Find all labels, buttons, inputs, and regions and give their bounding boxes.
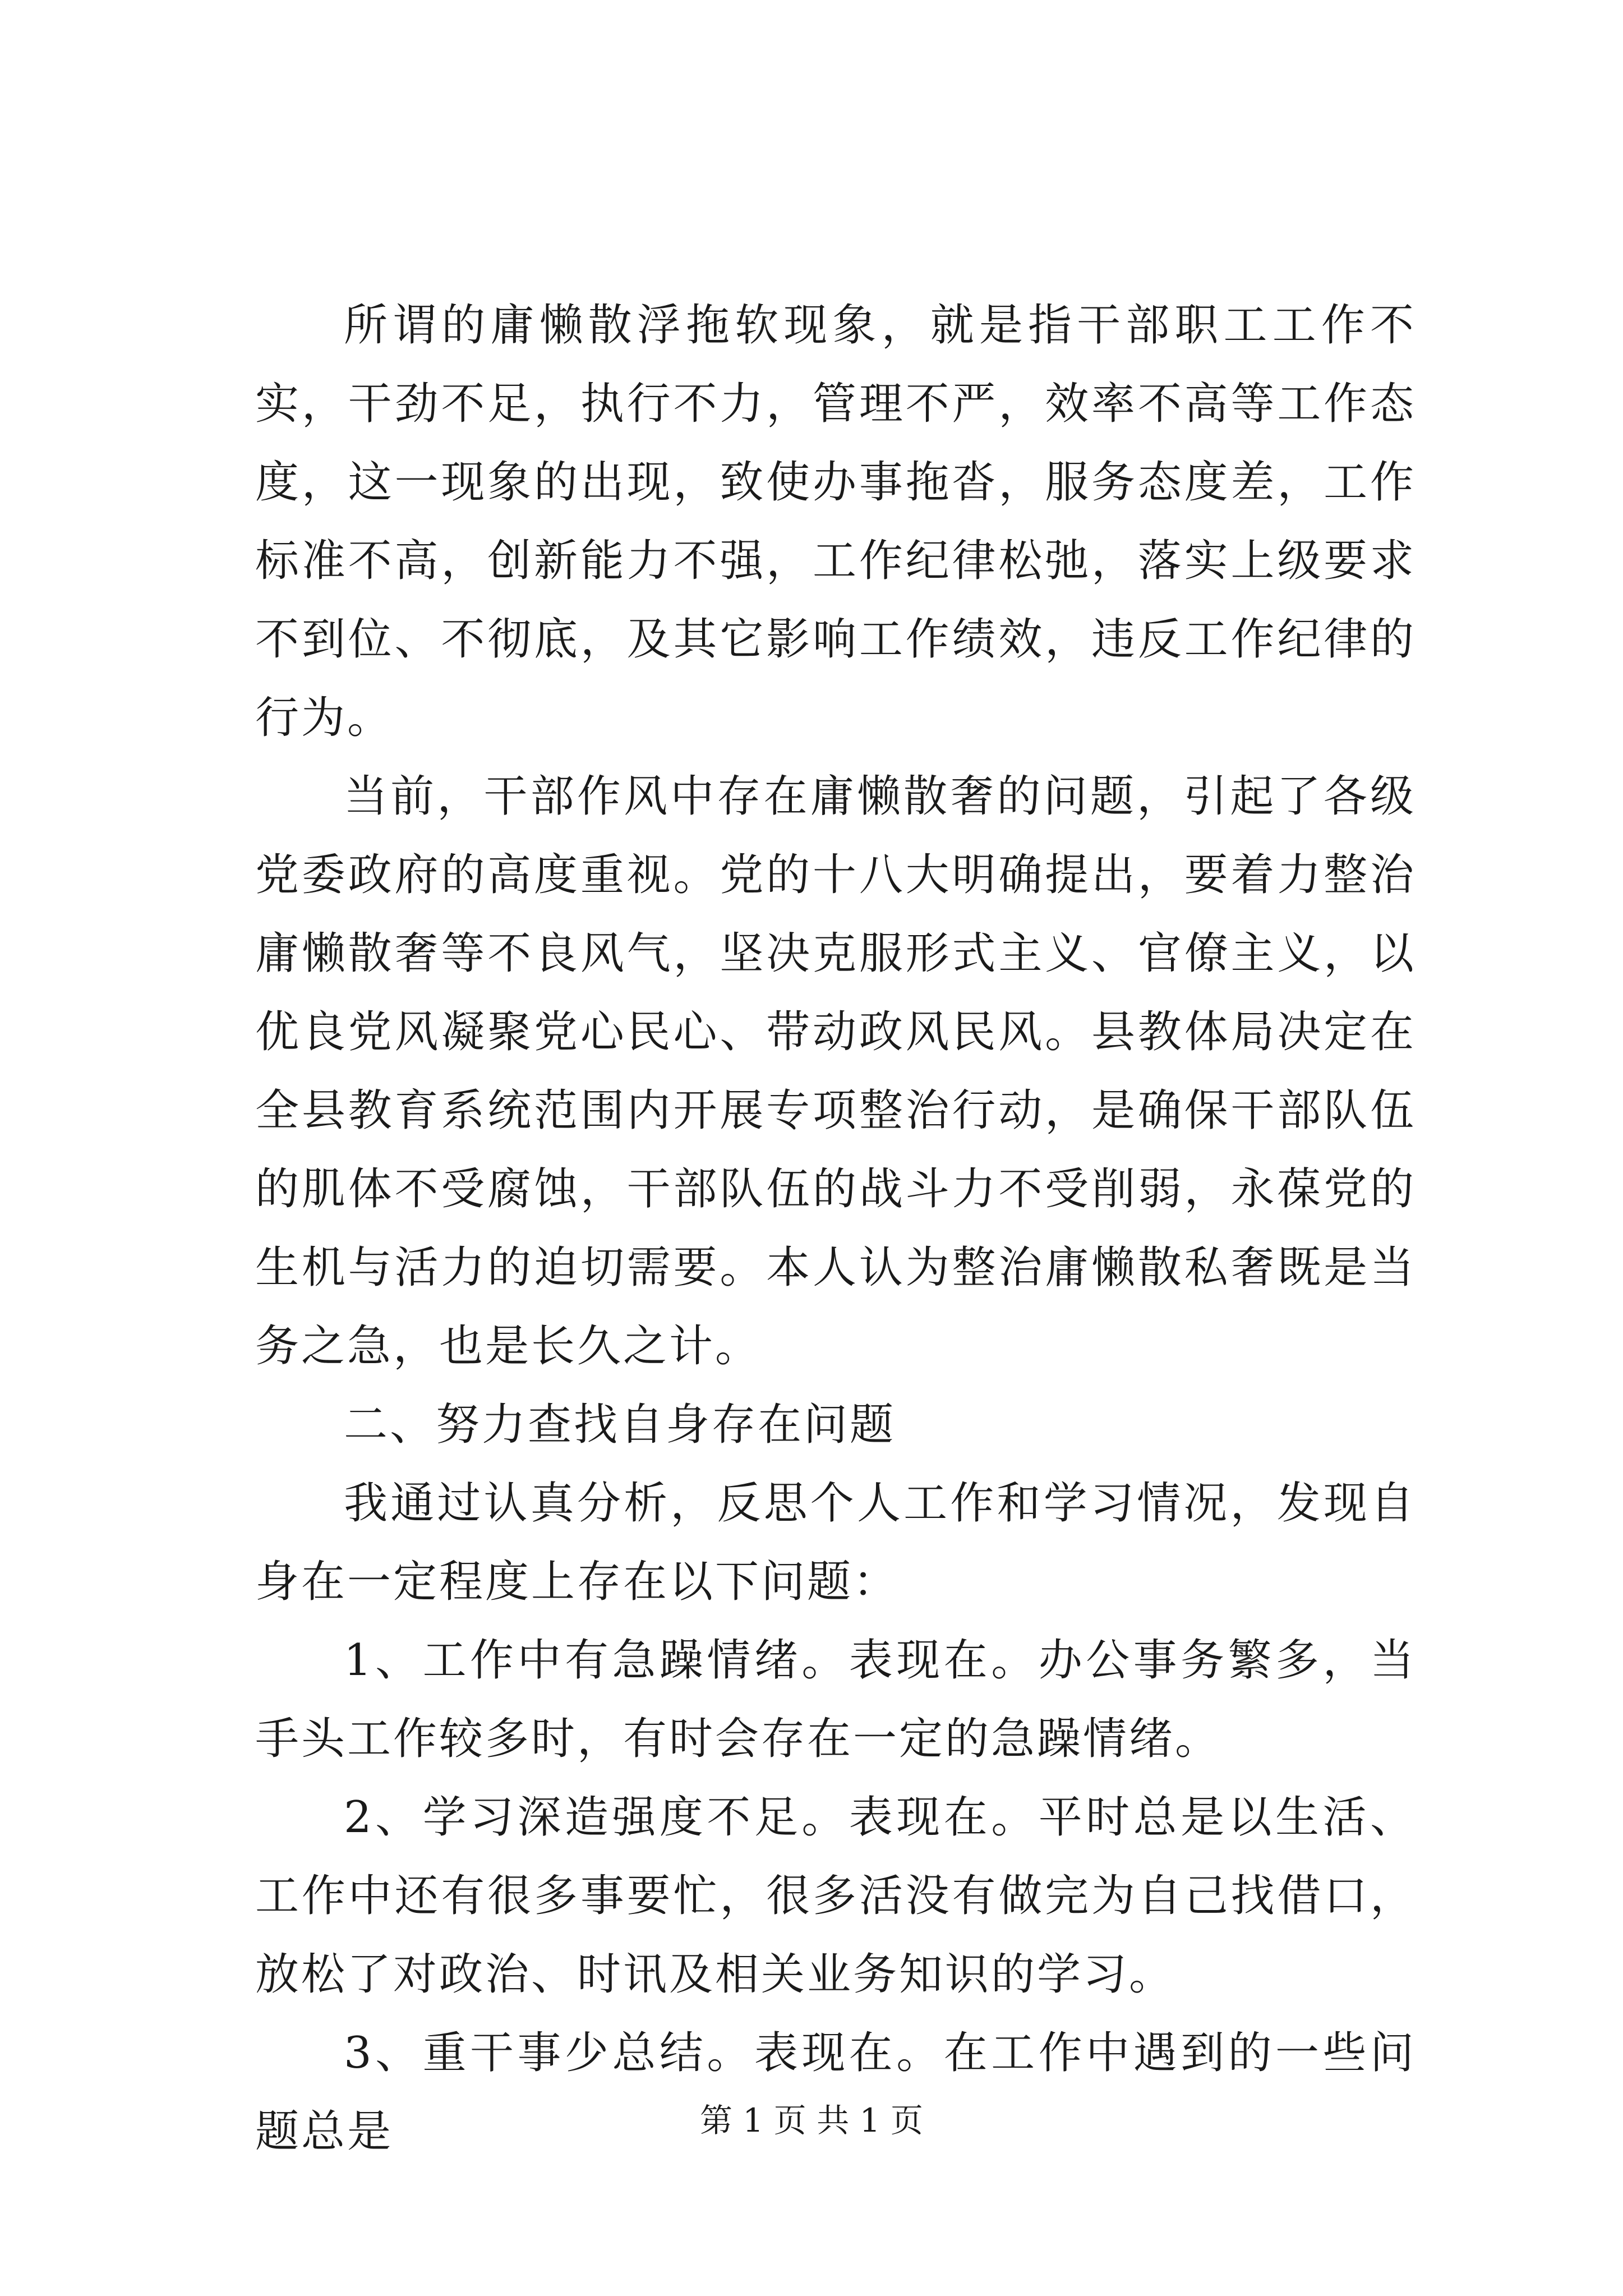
paragraph-2: 当前，干部作风中存在庸懒散奢的问题，引起了各级党委政府的高度重视。党的十八大明确提出，要着力整治庸懒散奢等不良风气，坚决克服形式主义、官僚主义，以优良党风凝聚党心民心、带动政风民风。县教体局决定在全县教育系统范围内开展专项整治行动，是确保干部队伍的肌体不受腐蚀，干部队伍的战斗力不受削弱，永葆党的生机与活力的迫切需要。本人认为整治庸懒散私奢既是当务之急，也是长久之计。 [255,771,1416,1372]
list-item-2: 2、学习深造强度不足。表现在。平时总是以生活、工作中还有很多事要忙，很多活没有做完为自己找借口，放松了对政治、时讯及相关业务知识的学习。 [255,1792,1416,2000]
page-footer [0,2101,1623,2140]
page-number-label: 第 1 页 共 1 页 [700,2101,923,2139]
section-heading: 二、努力查找自身存在问题 [344,1400,896,1450]
list-item-1: 1、工作中有急躁情绪。表现在。办公事务繁多，当手头工作较多时，有时会存在一定的急躁情绪。 [255,1635,1416,1764]
list-item-3: 3、重干事少总结。表现在。在工作中遇到的一些问题总是 [255,2028,1416,2157]
paragraph-1: 所谓的庸懒散浮拖软现象，就是指干部职工工作不实，干劲不足，执行不力，管理不严，效率不高等工作态度，这一现象的出现，致使办事拖沓，服务态度差，工作标准不高，创新能力不强，工作纪律松弛，落实上级要求不到位、不彻底，及其它影响工作绩效，违反工作纪律的行为。 [255,300,1416,743]
paragraph-3: 我通过认真分析，反思个人工作和学习情况，发现自身在一定程度上存在以下问题： [255,1478,1416,1607]
document-body [255,286,1416,2171]
